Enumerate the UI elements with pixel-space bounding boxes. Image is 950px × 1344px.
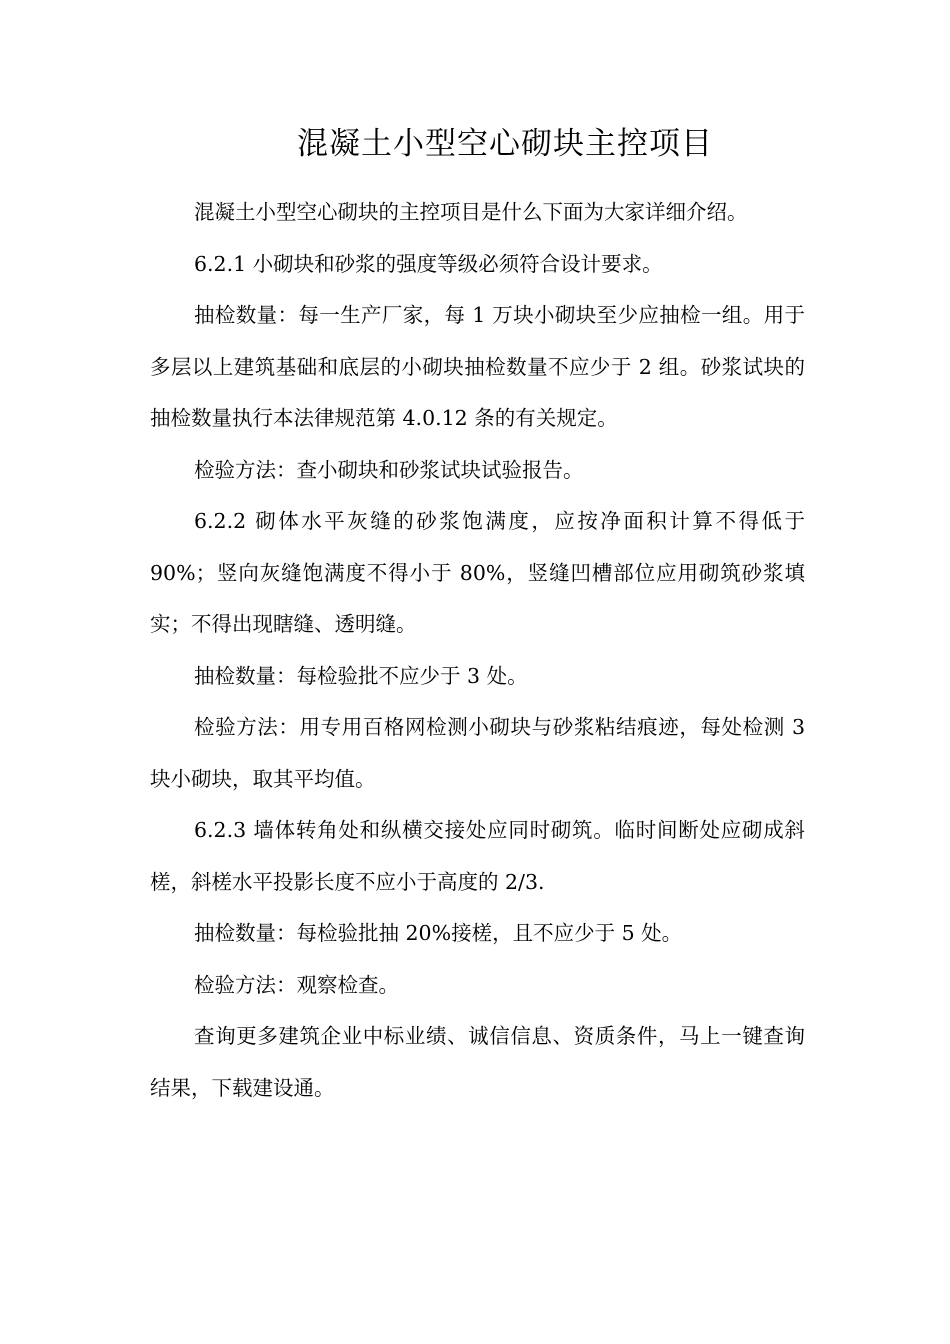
paragraph-method-1: 检验方法：查小砌块和砂浆试块试验报告。 <box>194 457 584 482</box>
paragraph-6-2-3: 6.2.3 墙体转角处和纵横交接处应同时砌筑。临时间断处应砌成斜槎，斜槎水平投影长度不应小于高度的 2/3. <box>150 818 805 894</box>
paragraph-sampling-2: 抽检数量：每检验批不应少于 3 处。 <box>194 663 528 688</box>
document-body <box>150 187 812 1114</box>
paragraph-sampling-1: 抽检数量：每一生产厂家，每 1 万块小砌块至少应抽检一组。用于多层以上建筑基础和底层的小砌块抽检数量不应少于 2 组。砂浆试块的抽检数量执行本法律规范第 4.0.12 条的有关规定。 <box>150 303 805 430</box>
paragraph-6-2-2: 6.2.2 砌体水平灰缝的砂浆饱满度，应按净面积计算不得低于 90%；竖向灰缝饱满度不得小于 80%，竖缝凹槽部位应用砌筑砂浆填实；不得出现瞎缝、透明缝。 <box>150 509 812 636</box>
paragraph-intro: 混凝土小型空心砌块的主控项目是什么下面为大家详细介绍。 <box>194 200 748 224</box>
paragraph-method-2: 检验方法：用专用百格网检测小砌块与砂浆粘结痕迹，每处检测 3 块小砌块，取其平均值。 <box>150 715 812 791</box>
paragraph-sampling-3: 抽检数量：每检验批抽 20%接槎，且不应少于 5 处。 <box>194 921 683 945</box>
paragraph-method-3: 检验方法：观察检查。 <box>194 972 399 997</box>
paragraph-6-2-1: 6.2.1 小砌块和砂浆的强度等级必须符合设计要求。 <box>194 251 663 276</box>
paragraph-promo: 查询更多建筑企业中标业绩、诚信信息、资质条件，马上一键查询结果，下载建设通。 <box>150 1024 805 1100</box>
document-title: 混凝土小型空心砌块主控项目 <box>297 126 713 162</box>
